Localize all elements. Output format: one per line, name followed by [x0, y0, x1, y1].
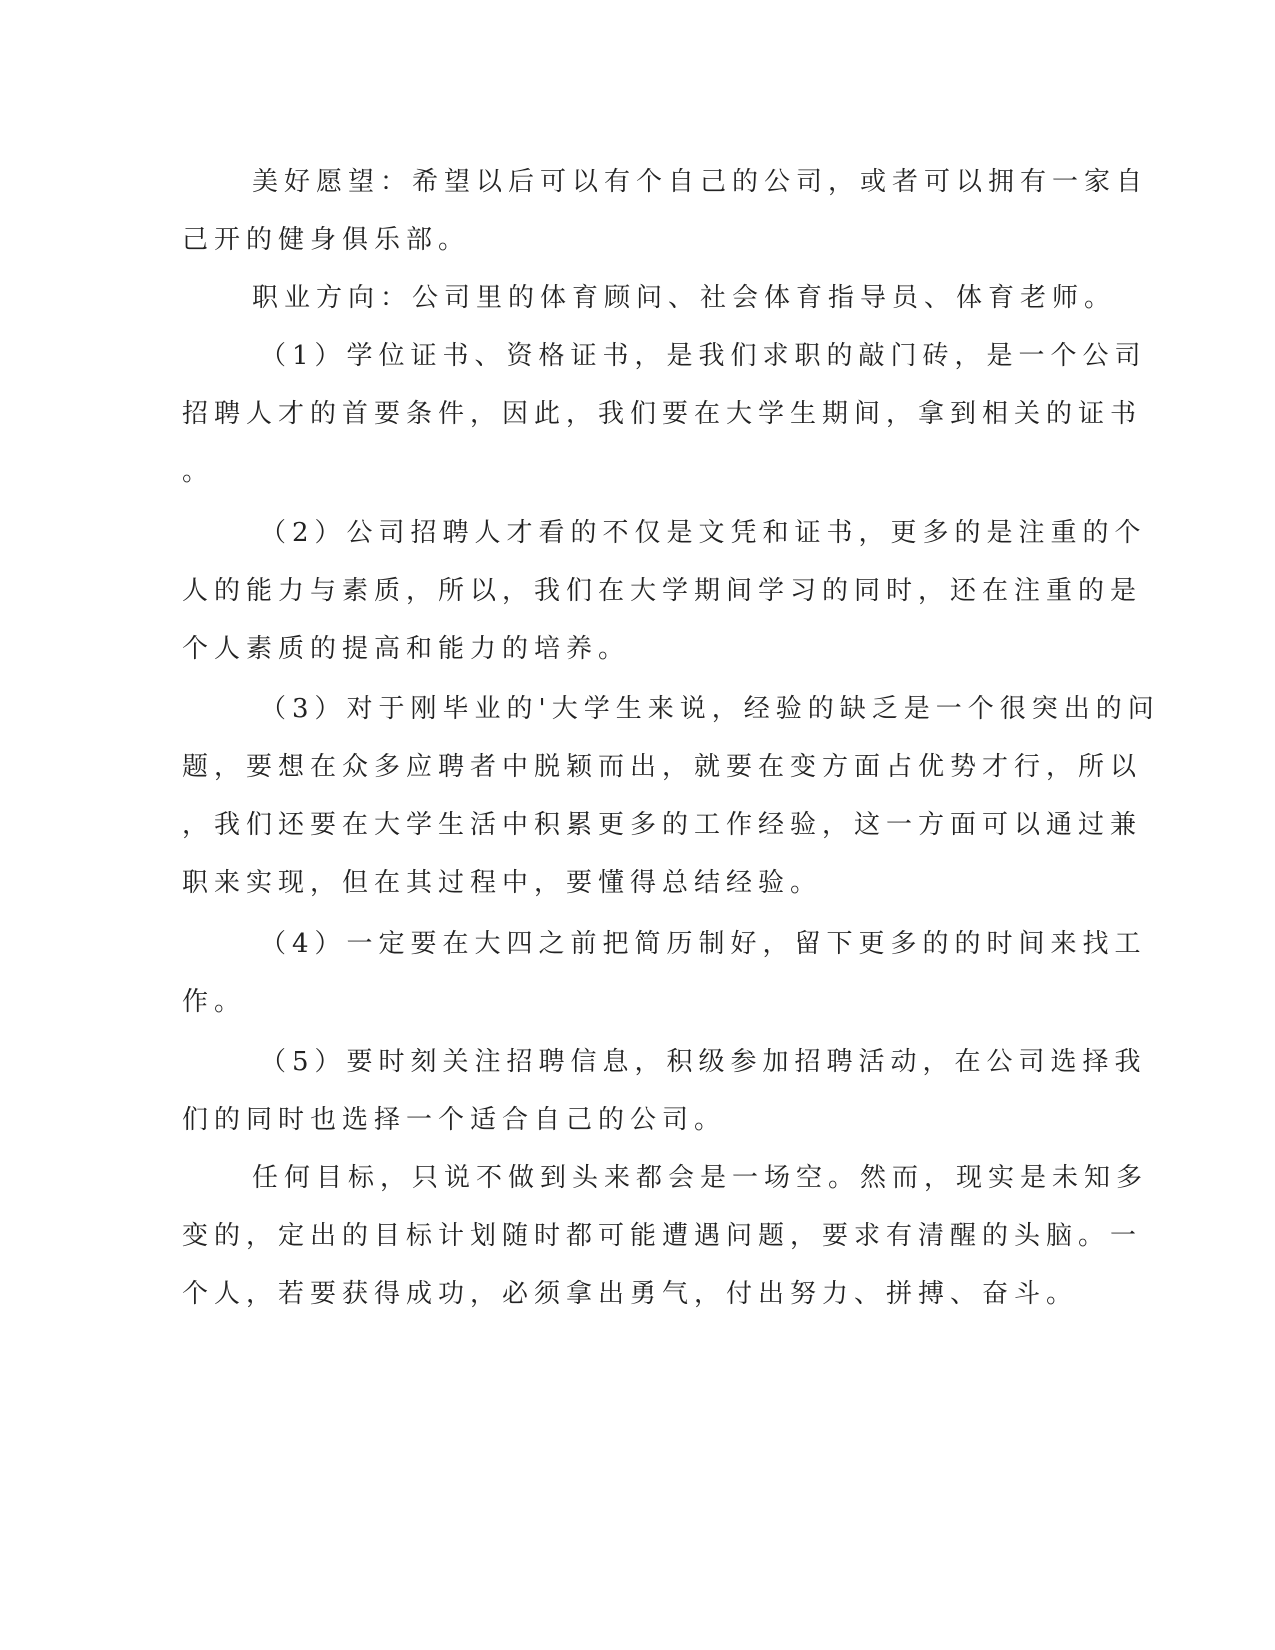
text-line: 作。 [182, 987, 247, 1017]
text-line: 们的同时也选择一个适合自己的公司。 [182, 1105, 727, 1135]
text-line: （4）一定要在大四之前把简历制好，留下更多的的时间来找工 [260, 929, 1147, 959]
text-line: 个人素质的提高和能力的培养。 [182, 634, 631, 664]
text-line: （2）公司招聘人才看的不仅是文凭和证书，更多的是注重的个 [260, 518, 1147, 548]
text-line: 职来实现，但在其过程中，要懂得总结经验。 [182, 868, 823, 898]
text-line: （5）要时刻关注招聘信息，积级参加招聘活动，在公司选择我 [260, 1047, 1147, 1077]
text-line: （3）对于刚毕业的'大学生来说，经验的缺乏是一个很突出的问 [260, 694, 1160, 724]
text-line: 职业方向：公司里的体育顾问、社会体育指导员、体育老师。 [252, 283, 1117, 313]
text-line: （1）学位证书、资格证书，是我们求职的敲门砖，是一个公司 [260, 341, 1147, 371]
text-line: 题，要想在众多应聘者中脱颖而出，就要在变方面占优势才行，所以 [182, 752, 1143, 782]
text-line: 美好愿望：希望以后可以有个自己的公司，或者可以拥有一家自 [252, 167, 1149, 197]
text-line: 。 [182, 457, 215, 487]
text-line: 变的，定出的目标计划随时都可能遭遇问题，要求有清醒的头脑。一 [182, 1221, 1143, 1251]
text-line: 个人，若要获得成功，必须拿出勇气，付出努力、拼搏、奋斗。 [182, 1279, 1079, 1309]
text-line: 己开的健身俱乐部。 [182, 225, 471, 255]
text-line: 人的能力与素质，所以，我们在大学期间学习的同时，还在注重的是 [182, 576, 1143, 606]
text-line: 招聘人才的首要条件，因此，我们要在大学生期间，拿到相关的证书 [182, 399, 1143, 429]
text-line: 任何目标，只说不做到头来都会是一场空。然而，现实是未知多 [252, 1163, 1149, 1193]
text-line: ，我们还要在大学生活中积累更多的工作经验，这一方面可以通过兼 [182, 810, 1143, 840]
